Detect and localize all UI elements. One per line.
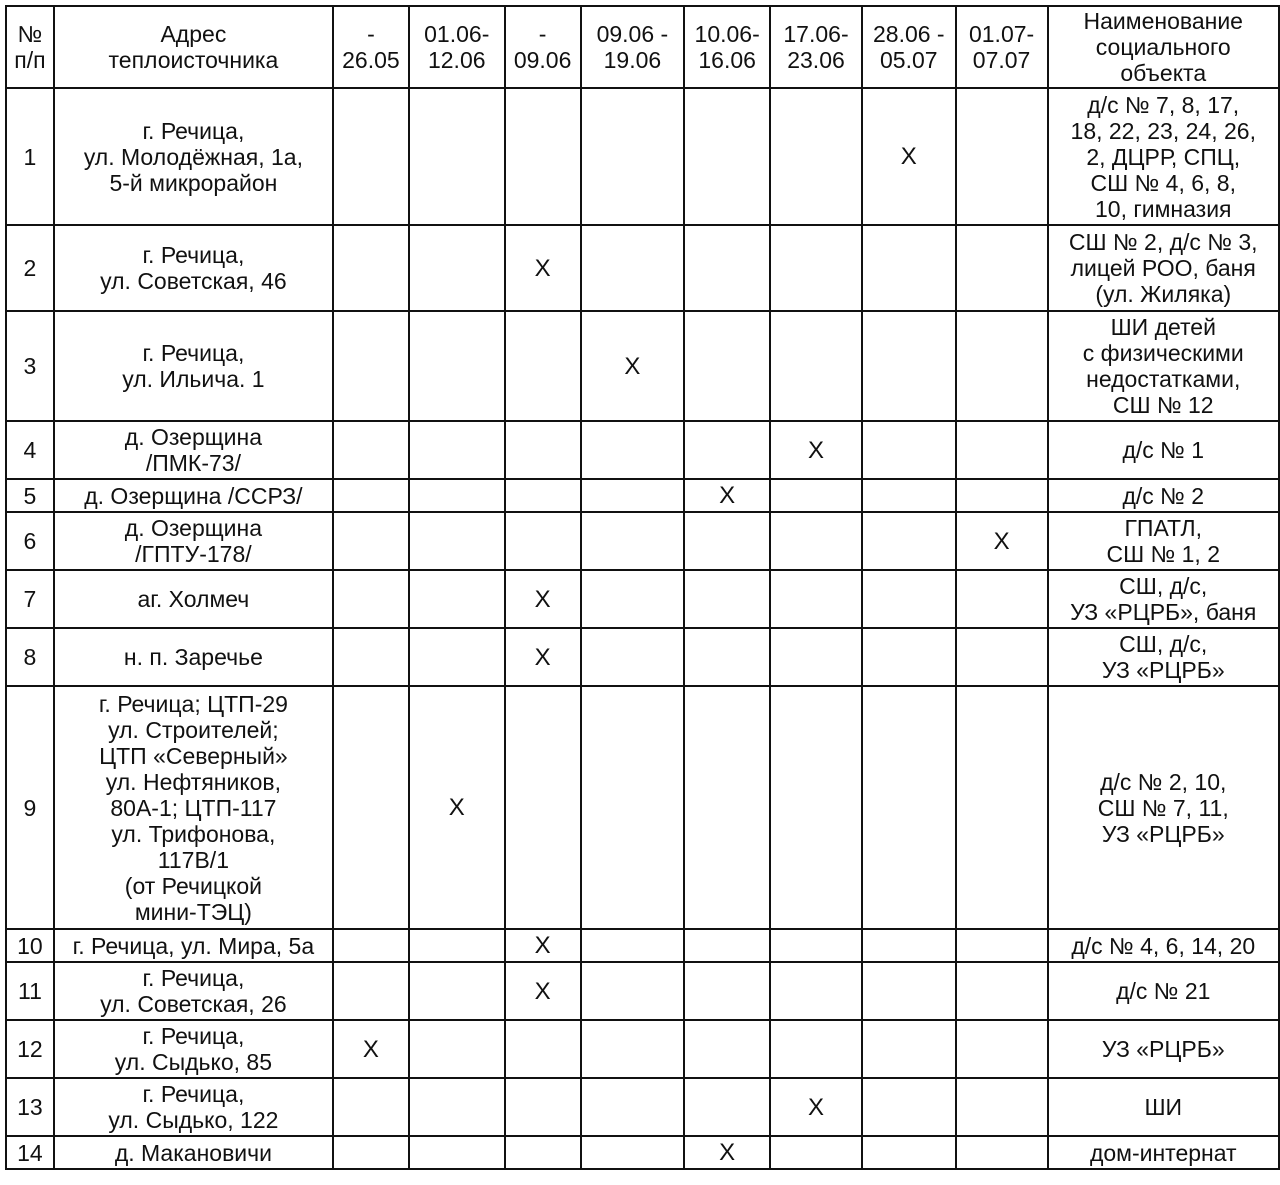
period-cell-3 xyxy=(505,1020,581,1078)
period-cell-2 xyxy=(409,479,505,512)
row-number: 4 xyxy=(6,421,54,479)
period-cell-8 xyxy=(956,929,1048,962)
period-cell-2 xyxy=(409,225,505,311)
shutdown-mark: X xyxy=(534,254,551,282)
row-number: 1 xyxy=(6,88,54,225)
period-cell-6 xyxy=(770,479,862,512)
period-cell-8 xyxy=(956,479,1048,512)
period-cell-5 xyxy=(684,479,770,512)
period-cell-3 xyxy=(505,512,581,570)
social-object-name: СШ, д/с, УЗ «РЦРБ» xyxy=(1048,628,1280,686)
table-row xyxy=(6,628,1279,686)
period-cell-1 xyxy=(333,570,409,628)
row-number: 5 xyxy=(6,479,54,512)
heat-source-address: д. Озерщина /ССРЗ/ xyxy=(54,479,333,512)
social-object-name: д/с № 4, 6, 14, 20 xyxy=(1048,929,1280,962)
header-period-6: 17.06- 23.06 xyxy=(770,6,862,88)
table-row xyxy=(6,570,1279,628)
period-cell-1 xyxy=(333,1078,409,1136)
heat-source-address: г. Речица, ул. Советская, 46 xyxy=(54,225,333,311)
shutdown-mark: X xyxy=(808,1093,825,1121)
shutdown-mark: X xyxy=(448,794,465,821)
heat-source-address: н. п. Заречье xyxy=(54,628,333,686)
table-row xyxy=(6,512,1279,570)
period-cell-2 xyxy=(409,421,505,479)
social-object-name: СШ, д/с, УЗ «РЦРБ», баня xyxy=(1048,570,1280,628)
period-cell-7 xyxy=(862,929,956,962)
header-num: № п/п xyxy=(6,6,54,88)
social-object-name: ГПАТЛ, СШ № 1, 2 xyxy=(1048,512,1280,570)
social-object-name: ШИ xyxy=(1048,1078,1280,1136)
heat-shutdown-schedule-table xyxy=(5,5,1280,1170)
row-number: 12 xyxy=(6,1020,54,1078)
shutdown-mark: X xyxy=(719,482,736,509)
heat-source-address: г. Речица; ЦТП-29 ул. Строителей; ЦТП «Северный» ул. Нефтяников, 80А-1; ЦТП-117 ул. Трифонова, 117В/1 (от Речицкой мини-ТЭЦ) xyxy=(54,686,333,929)
table-row xyxy=(6,88,1279,225)
heat-source-address: г. Речица, ул. Советская, 26 xyxy=(54,962,333,1020)
shutdown-mark: X xyxy=(624,352,641,380)
row-number: 13 xyxy=(6,1078,54,1136)
period-cell-6 xyxy=(770,421,862,479)
period-cell-4 xyxy=(581,1078,685,1136)
period-cell-4 xyxy=(581,962,685,1020)
table-row xyxy=(6,1136,1279,1169)
period-cell-7 xyxy=(862,962,956,1020)
heat-source-address: г. Речица, ул. Сыдько, 85 xyxy=(54,1020,333,1078)
heat-source-address: аг. Холмеч xyxy=(54,570,333,628)
period-cell-6 xyxy=(770,311,862,421)
period-cell-3 xyxy=(505,88,581,225)
social-object-name: дом-интернат xyxy=(1048,1136,1280,1169)
shutdown-mark: X xyxy=(534,643,551,671)
period-cell-2 xyxy=(409,88,505,225)
period-cell-3 xyxy=(505,929,581,962)
period-cell-7 xyxy=(862,628,956,686)
period-cell-2 xyxy=(409,1020,505,1078)
period-cell-2 xyxy=(409,929,505,962)
period-cell-8 xyxy=(956,628,1048,686)
period-cell-3 xyxy=(505,421,581,479)
period-cell-5 xyxy=(684,1078,770,1136)
header-object: Наименование социального объекта xyxy=(1048,6,1280,88)
table-row xyxy=(6,962,1279,1020)
period-cell-6 xyxy=(770,1078,862,1136)
period-cell-8 xyxy=(956,225,1048,311)
period-cell-5 xyxy=(684,929,770,962)
period-cell-4 xyxy=(581,1020,685,1078)
period-cell-8 xyxy=(956,421,1048,479)
shutdown-mark: X xyxy=(808,436,825,464)
period-cell-3 xyxy=(505,479,581,512)
social-object-name: д/с № 1 xyxy=(1048,421,1280,479)
heat-source-address: г. Речица, ул. Сыдько, 122 xyxy=(54,1078,333,1136)
period-cell-5 xyxy=(684,570,770,628)
period-cell-7 xyxy=(862,225,956,311)
period-cell-8 xyxy=(956,1020,1048,1078)
row-number: 10 xyxy=(6,929,54,962)
period-cell-3 xyxy=(505,225,581,311)
heat-source-address: г. Речица, ул. Ильича. 1 xyxy=(54,311,333,421)
header-period-5: 10.06- 16.06 xyxy=(684,6,770,88)
row-number: 8 xyxy=(6,628,54,686)
period-cell-7 xyxy=(862,1078,956,1136)
period-cell-3 xyxy=(505,570,581,628)
period-cell-2 xyxy=(409,570,505,628)
row-number: 3 xyxy=(6,311,54,421)
row-number: 11 xyxy=(6,962,54,1020)
period-cell-1 xyxy=(333,512,409,570)
period-cell-3 xyxy=(505,686,581,929)
period-cell-4 xyxy=(581,225,685,311)
header-period-2: 01.06- 12.06 xyxy=(409,6,505,88)
period-cell-7 xyxy=(862,479,956,512)
period-cell-1 xyxy=(333,929,409,962)
social-object-name: СШ № 2, д/с № 3, лицей РОО, баня (ул. Жиляка) xyxy=(1048,225,1280,311)
period-cell-4 xyxy=(581,686,685,929)
heat-source-address: г. Речица, ул. Мира, 5а xyxy=(54,929,333,962)
header-address: Адрес теплоисточника xyxy=(54,6,333,88)
period-cell-3 xyxy=(505,1136,581,1169)
period-cell-2 xyxy=(409,628,505,686)
shutdown-mark: X xyxy=(362,1035,379,1063)
shutdown-mark: X xyxy=(534,977,551,1005)
period-cell-7 xyxy=(862,512,956,570)
period-cell-7 xyxy=(862,421,956,479)
header-row xyxy=(6,6,1279,88)
social-object-name: д/с № 2 xyxy=(1048,479,1280,512)
period-cell-5 xyxy=(684,512,770,570)
period-cell-7 xyxy=(862,88,956,225)
shutdown-mark: X xyxy=(993,527,1010,555)
period-cell-8 xyxy=(956,962,1048,1020)
period-cell-4 xyxy=(581,929,685,962)
period-cell-5 xyxy=(684,686,770,929)
period-cell-6 xyxy=(770,962,862,1020)
period-cell-2 xyxy=(409,311,505,421)
heat-source-address: д. Макановичи xyxy=(54,1136,333,1169)
period-cell-8 xyxy=(956,311,1048,421)
shutdown-mark: X xyxy=(900,143,917,170)
period-cell-6 xyxy=(770,929,862,962)
period-cell-6 xyxy=(770,88,862,225)
period-cell-4 xyxy=(581,421,685,479)
period-cell-6 xyxy=(770,686,862,929)
period-cell-4 xyxy=(581,570,685,628)
period-cell-4 xyxy=(581,1136,685,1169)
heat-source-address: д. Озерщина /ПМК-73/ xyxy=(54,421,333,479)
period-cell-4 xyxy=(581,479,685,512)
period-cell-5 xyxy=(684,225,770,311)
social-object-name: УЗ «РЦРБ» xyxy=(1048,1020,1280,1078)
period-cell-7 xyxy=(862,686,956,929)
period-cell-6 xyxy=(770,570,862,628)
period-cell-8 xyxy=(956,686,1048,929)
period-cell-1 xyxy=(333,1136,409,1169)
period-cell-6 xyxy=(770,628,862,686)
period-cell-8 xyxy=(956,88,1048,225)
table-row xyxy=(6,421,1279,479)
row-number: 14 xyxy=(6,1136,54,1169)
row-number: 6 xyxy=(6,512,54,570)
period-cell-8 xyxy=(956,512,1048,570)
header-period-3: - 09.06 xyxy=(505,6,581,88)
period-cell-1 xyxy=(333,628,409,686)
table-row xyxy=(6,1078,1279,1136)
period-cell-1 xyxy=(333,962,409,1020)
period-cell-2 xyxy=(409,512,505,570)
period-cell-5 xyxy=(684,962,770,1020)
table-row xyxy=(6,686,1279,929)
period-cell-5 xyxy=(684,628,770,686)
period-cell-4 xyxy=(581,88,685,225)
period-cell-3 xyxy=(505,962,581,1020)
social-object-name: ШИ детей с физическими недостатками, СШ № 12 xyxy=(1048,311,1280,421)
shutdown-mark: X xyxy=(534,585,551,613)
header-period-7: 28.06 - 05.07 xyxy=(862,6,956,88)
period-cell-5 xyxy=(684,1020,770,1078)
social-object-name: д/с № 2, 10, СШ № 7, 11, УЗ «РЦРБ» xyxy=(1048,686,1280,929)
period-cell-1 xyxy=(333,479,409,512)
period-cell-1 xyxy=(333,311,409,421)
period-cell-2 xyxy=(409,962,505,1020)
period-cell-4 xyxy=(581,311,685,421)
table-row xyxy=(6,1020,1279,1078)
heat-source-address: г. Речица, ул. Молодёжная, 1а, 5-й микрорайон xyxy=(54,88,333,225)
period-cell-7 xyxy=(862,570,956,628)
period-cell-2 xyxy=(409,1078,505,1136)
period-cell-8 xyxy=(956,1136,1048,1169)
shutdown-mark: X xyxy=(534,932,551,959)
header-period-1: - 26.05 xyxy=(333,6,409,88)
period-cell-1 xyxy=(333,421,409,479)
table-body xyxy=(6,88,1279,1169)
heat-source-address: д. Озерщина /ГПТУ-178/ xyxy=(54,512,333,570)
period-cell-3 xyxy=(505,628,581,686)
period-cell-1 xyxy=(333,225,409,311)
table-row xyxy=(6,311,1279,421)
row-number: 2 xyxy=(6,225,54,311)
shutdown-mark: X xyxy=(719,1139,736,1166)
period-cell-3 xyxy=(505,311,581,421)
period-cell-1 xyxy=(333,1020,409,1078)
social-object-name: д/с № 7, 8, 17, 18, 22, 23, 24, 26, 2, ДЦРР, СПЦ, СШ № 4, 6, 8, 10, гимназия xyxy=(1048,88,1280,225)
row-number: 7 xyxy=(6,570,54,628)
period-cell-8 xyxy=(956,1078,1048,1136)
period-cell-6 xyxy=(770,1020,862,1078)
header-period-8: 01.07- 07.07 xyxy=(956,6,1048,88)
period-cell-1 xyxy=(333,686,409,929)
period-cell-7 xyxy=(862,311,956,421)
period-cell-4 xyxy=(581,512,685,570)
row-number: 9 xyxy=(6,686,54,929)
period-cell-6 xyxy=(770,225,862,311)
period-cell-5 xyxy=(684,421,770,479)
header-period-4: 09.06 - 19.06 xyxy=(581,6,685,88)
period-cell-5 xyxy=(684,1136,770,1169)
period-cell-2 xyxy=(409,1136,505,1169)
period-cell-2 xyxy=(409,686,505,929)
period-cell-6 xyxy=(770,512,862,570)
period-cell-8 xyxy=(956,570,1048,628)
period-cell-4 xyxy=(581,628,685,686)
period-cell-1 xyxy=(333,88,409,225)
period-cell-3 xyxy=(505,1078,581,1136)
period-cell-6 xyxy=(770,1136,862,1169)
period-cell-5 xyxy=(684,311,770,421)
period-cell-7 xyxy=(862,1136,956,1169)
period-cell-5 xyxy=(684,88,770,225)
social-object-name: д/с № 21 xyxy=(1048,962,1280,1020)
period-cell-7 xyxy=(862,1020,956,1078)
table-row xyxy=(6,929,1279,962)
table-row xyxy=(6,479,1279,512)
table-row xyxy=(6,225,1279,311)
